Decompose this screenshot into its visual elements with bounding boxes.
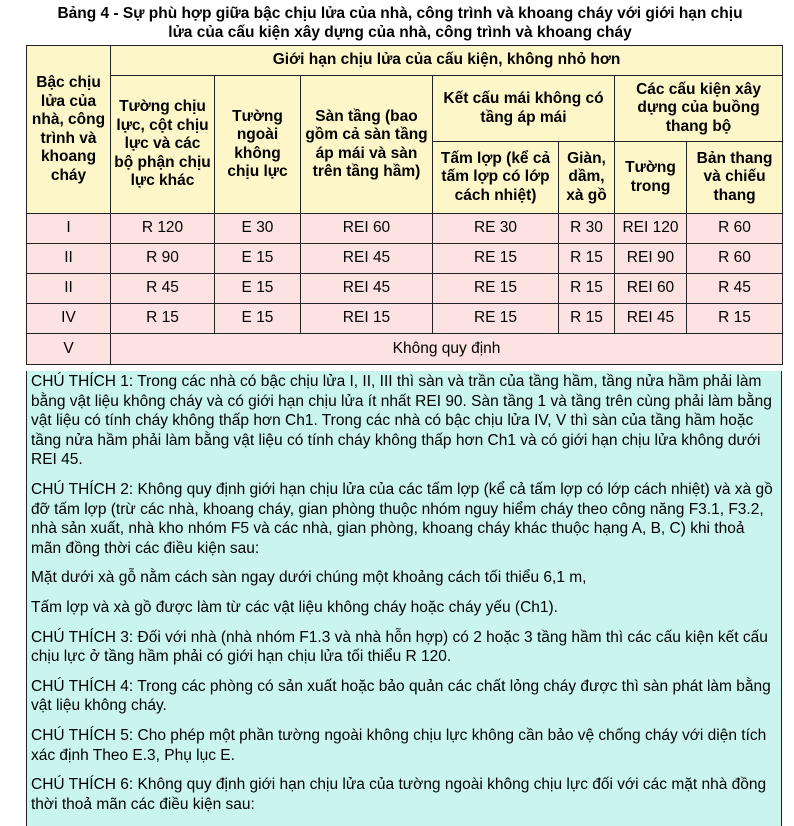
table-row	[27, 274, 783, 304]
cell-exterior-wall: E 15	[215, 244, 301, 274]
cell-roof-sheet: RE 15	[433, 304, 559, 334]
cell-inner-wall: REI 90	[615, 244, 687, 274]
cell-grade: V	[27, 334, 111, 365]
cell-inner-wall: REI 60	[615, 274, 687, 304]
cell-load-bearing: R 15	[111, 304, 215, 334]
fire-resistance-table	[26, 45, 783, 365]
cell-floor: REI 15	[301, 304, 433, 334]
cell-load-bearing: R 45	[111, 274, 215, 304]
cell-roof-sheet: RE 15	[433, 244, 559, 274]
cell-truss: R 30	[559, 214, 615, 244]
header-grade: Bậc chịu lửa của nhà, công trình và khoang cháy	[27, 46, 111, 214]
cell-exterior-wall: E 15	[215, 274, 301, 304]
header-load-bearing: Tường chịu lực, cột chịu lực và các bộ phận chịu lực khác	[111, 76, 215, 214]
note-paragraph: CHÚ THÍCH 6: Không quy định giới hạn chịu lửa của tường ngoài không chịu lực đối với các mặt nhà đồng thời thoả mãn các điều kiện sau:	[31, 776, 767, 813]
caption-line-2: lửa của cấu kiện xây dựng của nhà, công trình và khoang cháy	[168, 24, 632, 41]
cell-floor: REI 60	[301, 214, 433, 244]
cell-truss: R 15	[559, 274, 615, 304]
cell-exterior-wall: E 30	[215, 214, 301, 244]
table-row	[27, 334, 783, 365]
notes-section	[26, 371, 782, 826]
cell-truss: R 15	[559, 304, 615, 334]
cell-truss: R 15	[559, 244, 615, 274]
cell-stair-flight: R 60	[687, 214, 783, 244]
header-truss: Giàn, dầm, xà gồ	[559, 142, 615, 214]
cell-grade: II	[27, 274, 111, 304]
table-row	[27, 214, 783, 244]
cell-exterior-wall: E 15	[215, 304, 301, 334]
cell-grade: I	[27, 214, 111, 244]
header-inner-wall: Tường trong	[615, 142, 687, 214]
header-roof-sheet: Tấm lợp (kể cả tấm lợp có lớp cách nhiệt)	[433, 142, 559, 214]
note-paragraph: CHÚ THÍCH 1: Trong các nhà có bậc chịu lửa I, II, III thì sàn và trần của tầng hầm, tầng nửa hầm phải làm bằng vật liệu không cháy và có giới hạn chịu lửa ít nhất REI 90. Sàn tầng 1 và tầng trên cùng phải làm bằng vật liệu có tính cháy không thấp hơn Ch1. Trong các nhà có bậc chịu lửa IV, V thì sàn của tầng hầm hoặc tầng nửa hầm phải làm bằng vật liệu có tính cháy không thấp hơn Ch1 và có giới hạn chịu lửa không dưới REI 45.	[31, 373, 772, 469]
cell-roof-sheet: RE 15	[433, 274, 559, 304]
cell-stair-flight: R 15	[687, 304, 783, 334]
note-paragraph: CHÚ THÍCH 2: Không quy định giới hạn chịu lửa của các tấm lợp (kể cả tấm lợp có lớp cách nhiệt) và xà gồ đỡ tấm lợp (trừ các nhà, khoang cháy, gian phòng thuộc nhóm nguy hiểm cháy theo công năng F3.1, F3.2, nhà sản xuất, nhà kho nhóm F5 và các nhà, gian phòng, khoang cháy khác thuộc hạng A, B, C) khi thoả mãn đồng thời các điều kiện sau:	[31, 480, 773, 557]
cell-roof-sheet: RE 30	[433, 214, 559, 244]
header-roof-group: Kết cấu mái không có tầng áp mái	[433, 76, 615, 142]
cell-load-bearing: R 120	[111, 214, 215, 244]
header-exterior-wall: Tường ngoài không chịu lực	[215, 76, 301, 214]
header-floor: Sàn tầng (bao gồm cả sàn tầng áp mái và sàn trên tầng hầm)	[301, 76, 433, 214]
cell-floor: REI 45	[301, 274, 433, 304]
caption-line-1: Bảng 4 - Sự phù hợp giữa bậc chịu lửa của nhà, công trình và khoang cháy với giới hạn chịu	[57, 5, 743, 22]
cell-floor: REI 45	[301, 244, 433, 274]
note-paragraph: Tấm lợp và xà gồ được làm từ các vật liệu không cháy hoặc cháy yếu (Ch1).	[31, 598, 558, 616]
cell-not-specified: Không quy định	[111, 334, 783, 365]
header-stair-flight: Bản thang và chiếu thang	[687, 142, 783, 214]
cell-stair-flight: R 45	[687, 274, 783, 304]
note-paragraph: CHÚ THÍCH 4: Trong các phòng có sản xuất hoặc bảo quản các chất lỏng cháy được thì sàn phát làm bằng vật liệu không cháy.	[31, 677, 771, 715]
note-paragraph: Mặt dưới xà gỗ nằm cách sàn ngay dưới chúng một khoảng cách tối thiểu 6,1 m,	[31, 569, 587, 587]
header-limit-group: Giới hạn chịu lửa của cấu kiện, không nhỏ hơn	[111, 46, 783, 76]
header-stair-group: Các cấu kiện xây dựng của buồng thang bộ	[615, 76, 783, 142]
cell-load-bearing: R 90	[111, 244, 215, 274]
cell-inner-wall: REI 45	[615, 304, 687, 334]
cell-grade: IV	[27, 304, 111, 334]
cell-inner-wall: REI 120	[615, 214, 687, 244]
cell-grade: II	[27, 244, 111, 274]
note-paragraph: CHÚ THÍCH 3: Đối với nhà (nhà nhóm F1.3 và nhà hỗn hợp) có 2 hoặc 3 tầng hầm thì các cấu kiện kết cấu chịu lực ở tầng hầm phải có giới hạn chịu lửa tối thiểu R 120.	[31, 628, 768, 666]
table-caption	[20, 4, 780, 42]
table-row	[27, 304, 783, 334]
table-row	[27, 244, 783, 274]
cell-stair-flight: R 60	[687, 244, 783, 274]
note-paragraph: CHÚ THÍCH 5: Cho phép một phần tường ngoài không chịu lực không cần bảo vệ chống cháy với diện tích xác định Theo E.3, Phụ lục E.	[31, 726, 767, 764]
